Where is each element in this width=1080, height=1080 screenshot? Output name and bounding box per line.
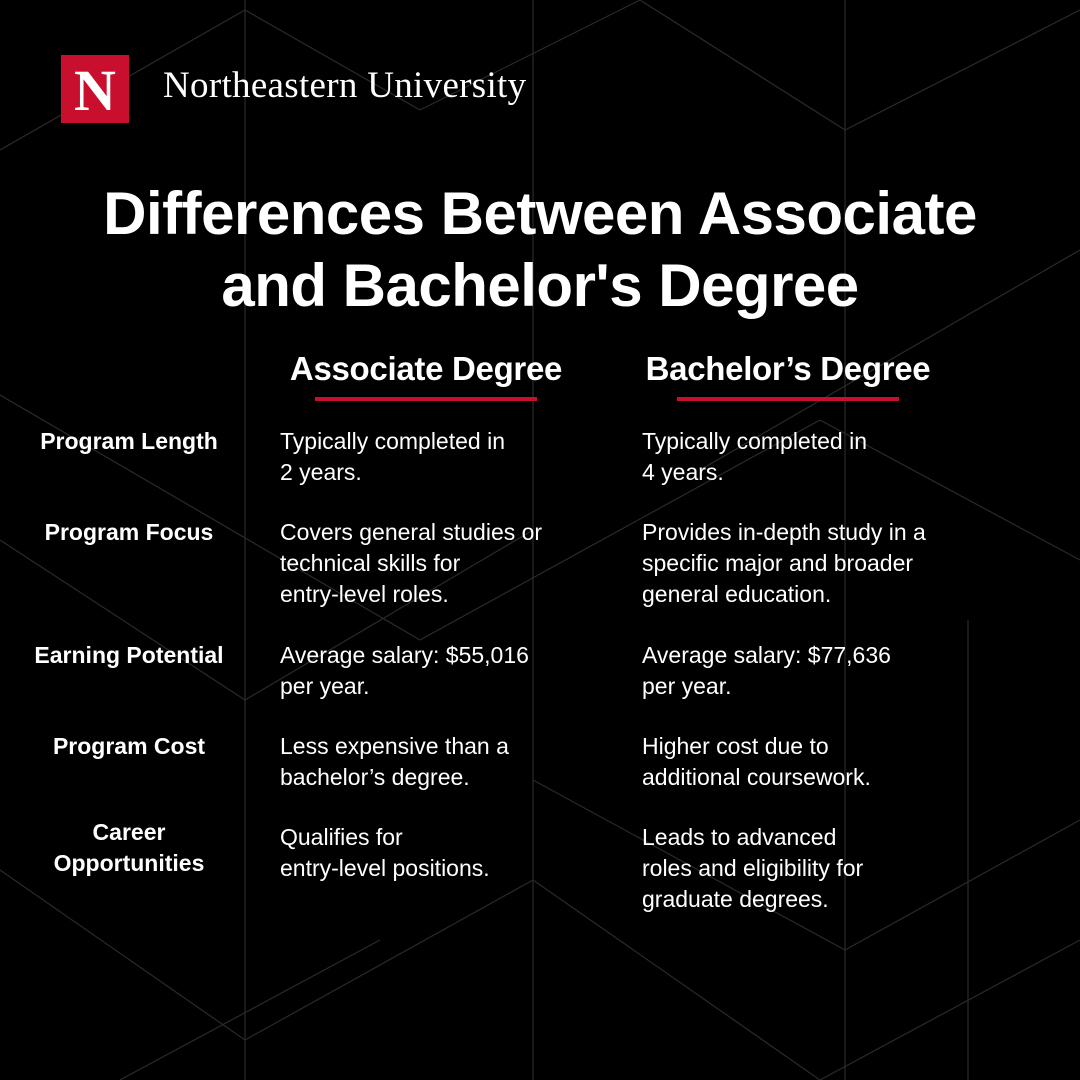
title-line-2: and Bachelor's Degree: [221, 252, 859, 319]
associate-program-length: Typically completed in 2 years.: [280, 428, 505, 485]
associate-program-cost: Less expensive than a bachelor’s degree.: [280, 733, 509, 790]
row-label-program-cost: Program Cost: [52, 733, 206, 759]
row-label-program-focus: Program Focus: [44, 519, 214, 545]
bachelor-career-opportunities: Leads to advanced roles and eligibility for graduate degrees.: [642, 824, 864, 912]
bachelor-header-underline: [677, 397, 899, 401]
column-header-associate: Associate Degree: [289, 350, 563, 387]
associate-earning-potential: Average salary: $55,016 per year.: [280, 642, 529, 699]
page-title: [0, 178, 1080, 322]
associate-header-underline: [315, 397, 537, 401]
bachelor-program-cost: Higher cost due to additional coursework.: [642, 733, 871, 790]
bachelor-program-length: Typically completed in 4 years.: [642, 428, 867, 485]
bachelor-program-focus: Provides in-depth study in a specific major and broader general education.: [642, 519, 926, 607]
university-logo: [61, 55, 129, 123]
bachelor-earning-potential: Average salary: $77,636 per year.: [642, 642, 891, 699]
row-label-program-length: Program Length: [40, 428, 218, 454]
associate-career-opportunities: Qualifies for entry-level positions.: [280, 824, 490, 881]
row-label-career-opportunities: Career Opportunities: [53, 819, 205, 876]
associate-program-focus: Covers general studies or technical skills for entry-level roles.: [280, 519, 543, 607]
row-label-earning-potential: Earning Potential: [34, 642, 224, 668]
university-name: Northeastern University: [163, 65, 527, 106]
title-line-1: Differences Between Associate: [103, 180, 977, 247]
column-header-bachelor: Bachelor’s Degree: [645, 350, 931, 387]
logo-letter: N: [74, 58, 116, 123]
